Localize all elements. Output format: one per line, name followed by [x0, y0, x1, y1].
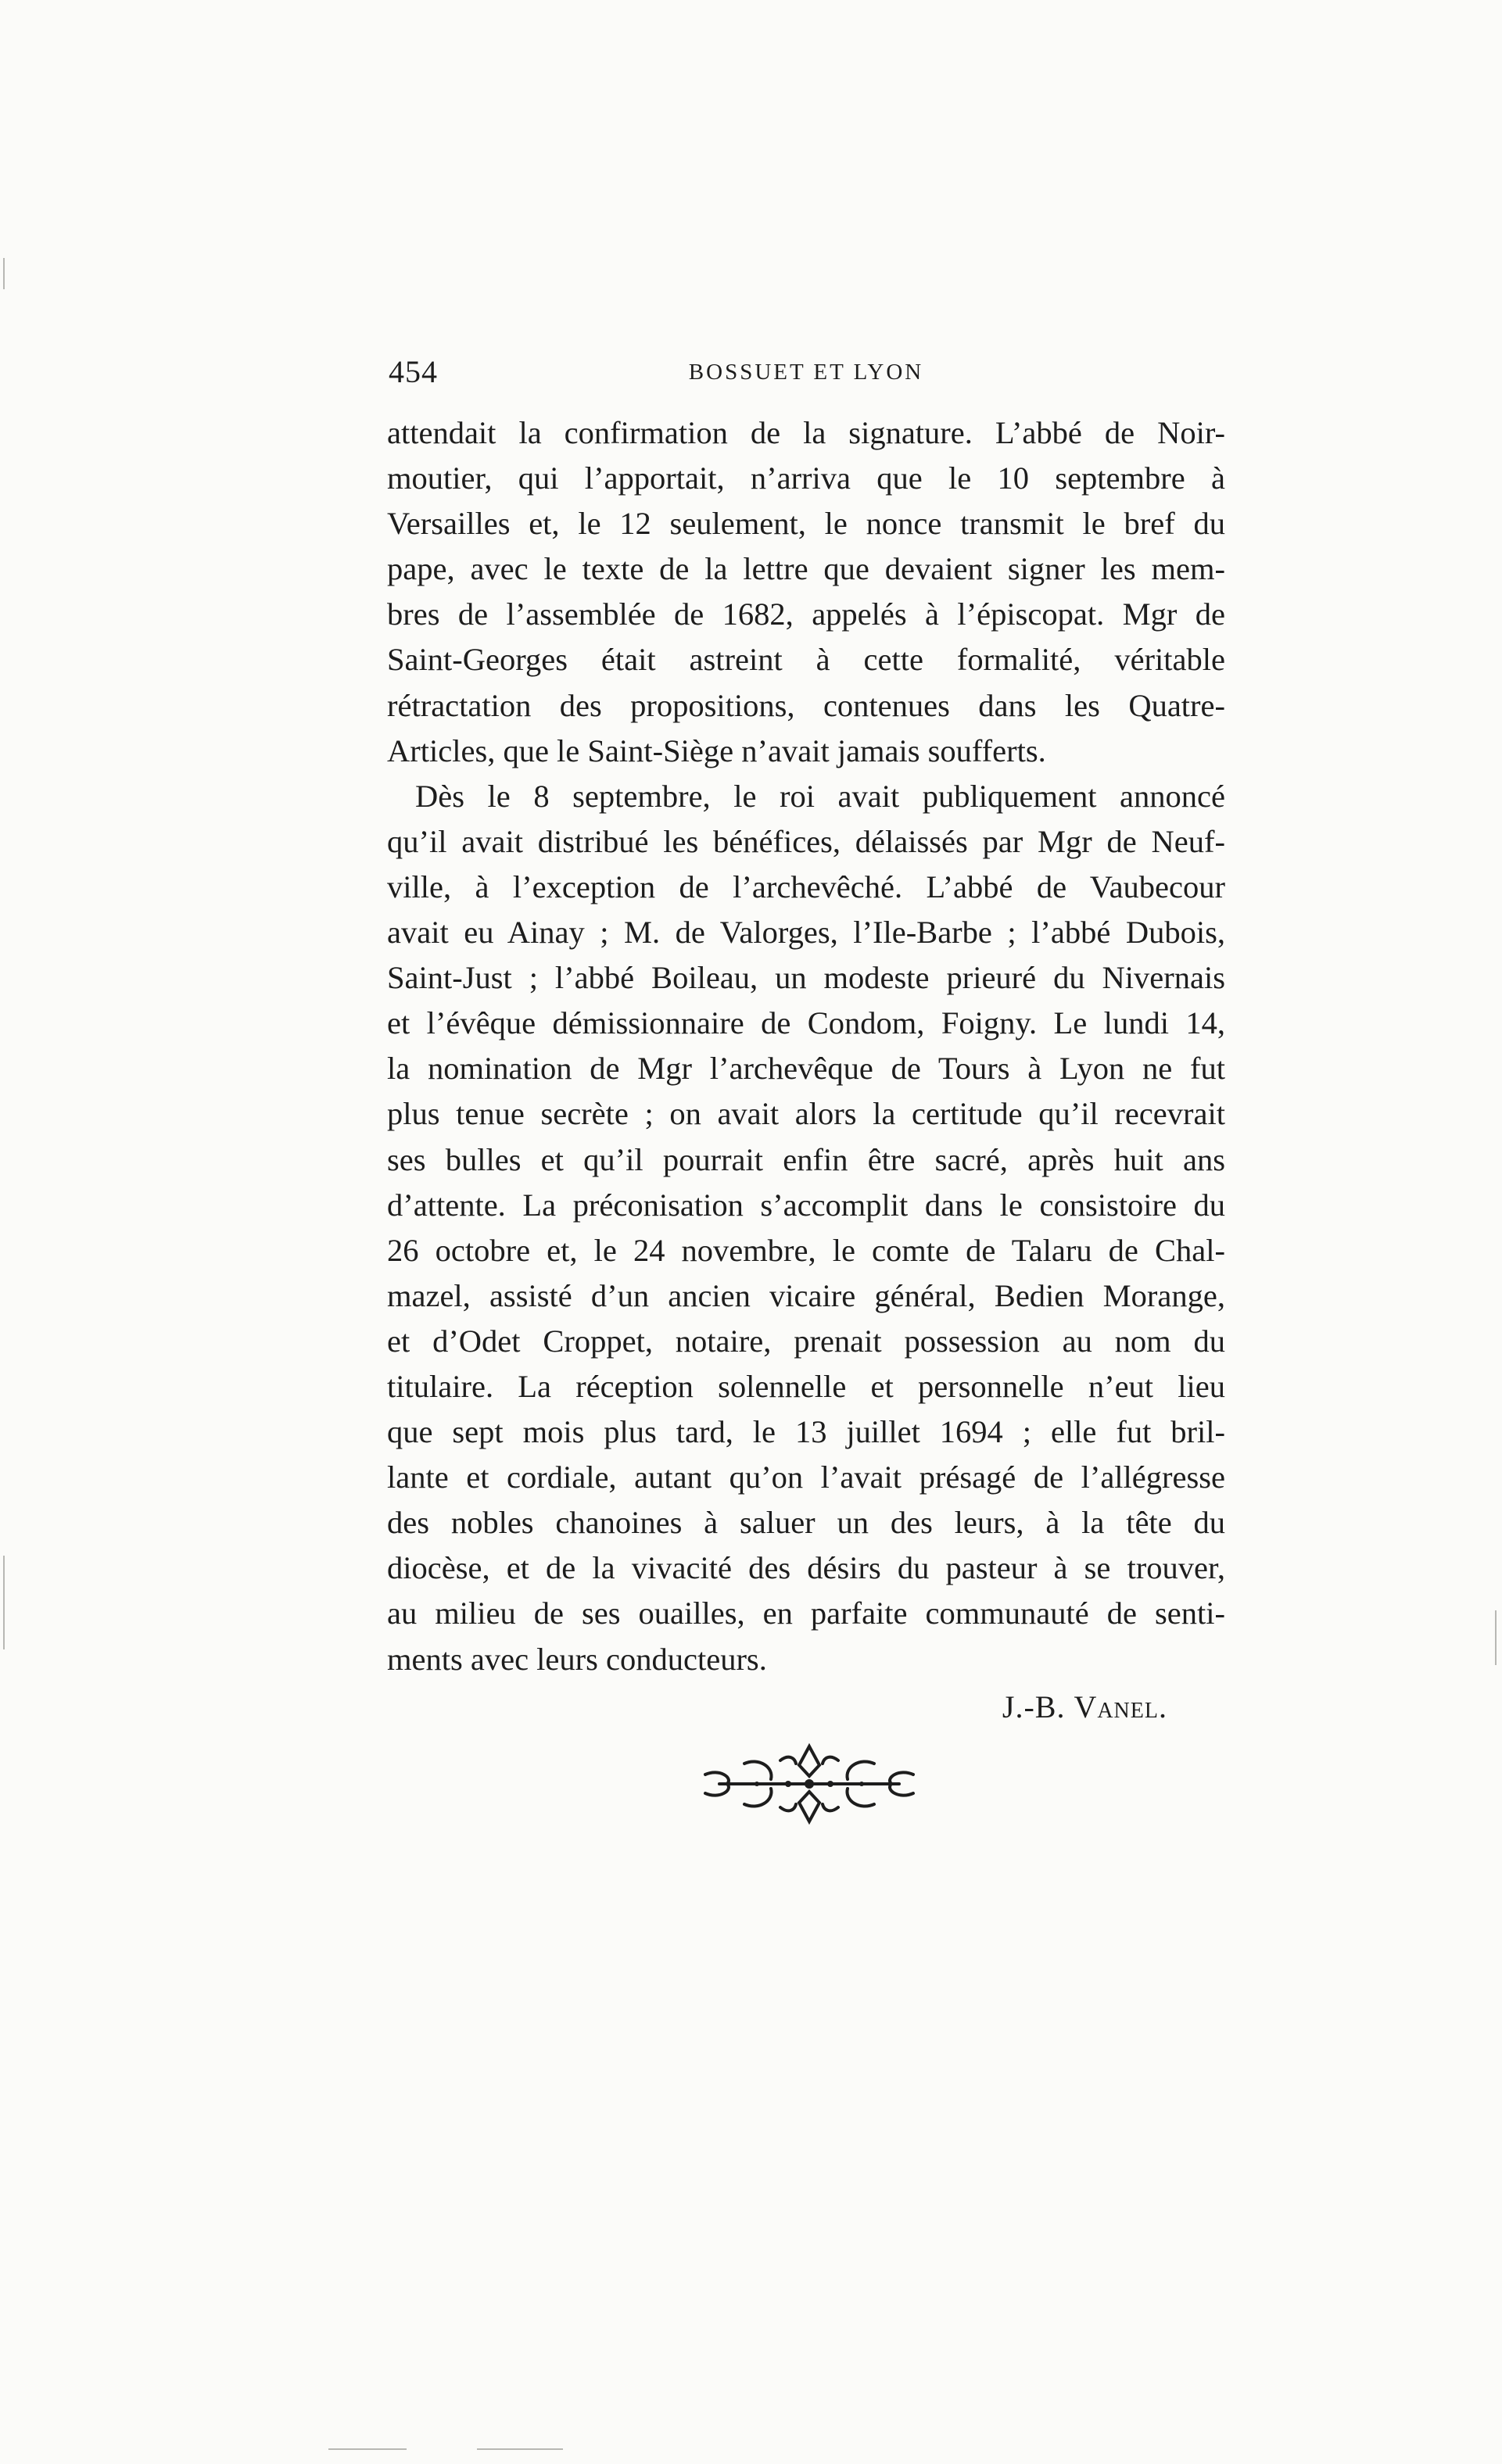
text-line: diocèse, et de la vivacité des désirs du pasteur à se trouver, — [387, 1550, 1225, 1586]
text-line: 26 octobre et, le 24 novembre, le comte de Talaru de Chal- — [387, 1232, 1225, 1268]
text-line: ses bulles et qu’il pourrait enfin être sacré, après huit ans — [387, 1141, 1225, 1177]
scan-edge-mark — [328, 2448, 407, 2450]
author-signature — [1002, 1689, 1167, 1725]
text-line: que sept mois plus tard, le 13 juillet 1694 ; elle fut bril- — [387, 1414, 1225, 1450]
text-line: ments avec leurs conducteurs. — [387, 1641, 767, 1677]
text-line: moutier, qui l’apportait, n’arriva que le 10 septembre à — [387, 460, 1225, 496]
scan-edge-mark — [3, 258, 5, 289]
running-title: BOSSUET ET LYON — [688, 360, 924, 385]
text-line: plus tenue secrète ; on avait alors la certitude qu’il recevrait — [387, 1096, 1225, 1132]
text-line: ville, à l’exception de l’archevêché. L’abbé de Vaubecour — [387, 868, 1225, 904]
author-surname: Vanel. — [1074, 1689, 1167, 1724]
text-line: Dès le 8 septembre, le roi avait publiquement annoncé — [415, 778, 1225, 814]
text-line: et l’évêque démissionnaire de Condom, Foigny. Le lundi 14, — [387, 1005, 1225, 1041]
text-line: la nomination de Mgr l’archevêque de Tours à Lyon ne fut — [387, 1051, 1225, 1087]
text-line: Saint-Just ; l’abbé Boileau, un modeste prieuré du Nivernais — [387, 960, 1225, 996]
page-header — [389, 353, 1224, 400]
paragraph-1 — [387, 410, 1225, 774]
text-line: au milieu de ses ouailles, en parfaite communauté de senti- — [387, 1596, 1225, 1631]
text-line: lante et cordiale, autant qu’on l’avait présagé de l’allégresse — [387, 1459, 1225, 1495]
text-line: attendait la confirmation de la signature. L’abbé de Noir- — [387, 415, 1225, 450]
scan-edge-mark — [3, 1556, 5, 1649]
text-line: pape, avec le texte de la lettre que devaient signer les mem- — [387, 551, 1225, 587]
text-line: des nobles chanoines à saluer un des leurs, à la tête du — [387, 1505, 1225, 1541]
text-line: Versailles et, le 12 seulement, le nonce transmit le bref du — [387, 506, 1225, 542]
text-line: titulaire. La réception solennelle et personnelle n’eut lieu — [387, 1368, 1225, 1404]
text-line: mazel, assisté d’un ancien vicaire général, Bedien Morange, — [387, 1277, 1225, 1313]
text-line: qu’il avait distribué les bénéfices, délaissés par Mgr de Neuf- — [387, 823, 1225, 859]
text-line: d’attente. La préconisation s’accomplit dans le consistoire du — [387, 1187, 1225, 1223]
scan-edge-mark — [1495, 1610, 1497, 1665]
scan-edge-mark — [477, 2448, 563, 2450]
text-line: avait eu Ainay ; M. de Valorges, l’Ile-Barbe ; l’abbé Dubois, — [387, 915, 1225, 951]
page-number: 454 — [389, 354, 438, 389]
fleuron-ornament-icon — [696, 1737, 923, 1831]
author-initials: J.-B. — [1002, 1689, 1066, 1724]
text-line: et d’Odet Croppet, notaire, prenait possession au nom du — [387, 1323, 1225, 1359]
text-line: rétractation des propositions, contenues dans les Quatre- — [387, 687, 1225, 723]
text-line: bres de l’assemblée de 1682, appelés à l’épiscopat. Mgr de — [387, 596, 1225, 632]
paragraph-2 — [387, 774, 1225, 1682]
text-line: Articles, que le Saint-Siège n’avait jamais soufferts. — [387, 732, 1046, 768]
body-text — [387, 410, 1225, 1682]
text-line: Saint-Georges était astreint à cette formalité, véritable — [387, 642, 1225, 678]
